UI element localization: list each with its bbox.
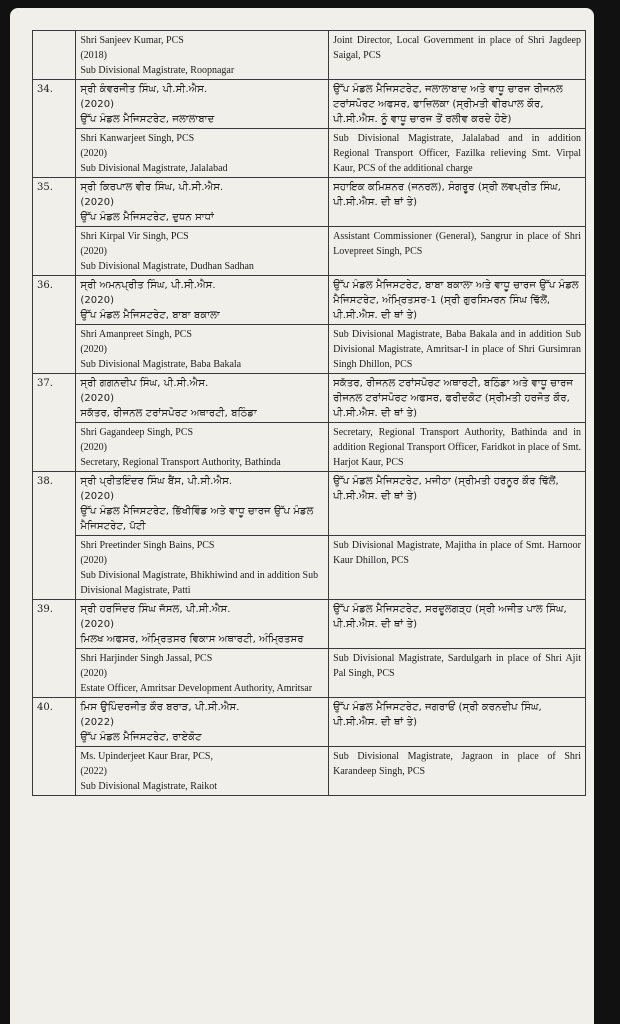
document-page [10,8,594,1024]
officer-line-punjabi: ਉੱਪ ਮੰਡਲ ਮੈਜਿਸਟਰੇਟ, ਦੁਧਨ ਸਾਧਾਂ [80,212,214,223]
entry-row-english [33,536,586,600]
officer-line-punjabi: ਉੱਪ ਮੰਡਲ ਮੈਜਿਸਟਰੇਟ, ਬਾਬਾ ਬਕਾਲਾ [80,310,220,321]
officer-details-punjabi [76,472,329,536]
table-body [33,31,586,796]
officer-line-punjabi: (2020) [80,491,115,502]
officer-line-punjabi: ਉੱਪ ਮੰਡਲ ਮੈਜਿਸਟਰੇਟ, ਭਿੱਖੀਵਿੰਡ ਅਤੇ ਵਾਧੂ ਚਾਰਜ ਉੱਪ ਮੰਡਲ ਮੈਜਿਸਟਰੇਟ, ਪੱਟੀ [80,506,314,532]
officer-line-punjabi: ਸ੍ਰੀ ਕਿਰਪਾਲ ਵੀਰ ਸਿੰਘ, ਪੀ.ਸੀ.ਐਸ. [80,182,224,193]
officer-details-english [76,536,329,600]
posting-punjabi: ਉੱਪ ਮੰਡਲ ਮੈਜਿਸਟਰੇਟ, ਜਲਾਲਾਬਾਦ ਅਤੇ ਵਾਧੂ ਚਾਰਜ ਰੀਜਨਲ ਟਰਾਂਸਪੋਰਟ ਅਫਸਰ, ਫਾਜ਼ਿਲਕਾ (ਸ੍ਰੀਮਤੀ ਵੀਰਪਾਲ ਕੌਰ, ਪੀ.ਸੀ.ਐਸ. ਨੂੰ ਵਾਧੂ ਚਾਰਜ ਤੋਂ ਰਲੀਵ ਕਰਦੇ ਹੋਏ) [329,80,586,129]
officer-details-punjabi [76,600,329,649]
officer-details-punjabi [76,698,329,747]
entry-row-punjabi [33,472,586,536]
officer-line-punjabi: ਸਕੱਤਰ, ਰੀਜਨਲ ਟਰਾਂਸਪੋਰਟ ਅਥਾਰਟੀ, ਬਠਿੰਡਾ [80,408,257,419]
officer-line-english: Sub Divisional Magistrate, Baba Bakala [80,359,242,370]
posting-punjabi: ਉੱਪ ਮੰਡਲ ਮੈਜਿਸਟਰੇਟ, ਬਾਬਾ ਬਕਾਲਾ ਅਤੇ ਵਾਧੂ ਚਾਰਜ ਉੱਪ ਮੰਡਲ ਮੈਜਿਸਟਰੇਟ, ਅੰਮ੍ਰਿਤਸਰ-1 (ਸ੍ਰੀ ਗੁਰਸਿਮਰਨ ਸਿੰਘ ਢਿੱਲੋਂ, ਪੀ.ਸੀ.ਐਸ. ਦੀ ਥਾਂ ਤੇ) [329,276,586,325]
officer-details-english [76,227,329,276]
transfer-orders-table [32,30,586,796]
posting-english: Sub Divisional Magistrate, Jalalabad and in addition Regional Transport Officer, Fazilka relieving Smt. Virpal Kaur, PCS of the additional charge [329,129,586,178]
officer-line-english: (2022) [80,766,107,777]
officer-line-english: Sub Divisional Magistrate, Raikot [80,781,217,792]
officer-line-punjabi: (2020) [80,619,115,630]
serial-number: 36. [33,276,76,374]
officer-details-english [76,747,329,796]
officer-line-english: Sub Divisional Magistrate, Bhikhiwind and in addition Sub Divisional Magistrate, Patti [80,570,319,596]
entry-row-english [33,227,586,276]
officer-line-punjabi: (2020) [80,393,115,404]
officer-line-english: Ms. Upinderjeet Kaur Brar, PCS, [80,751,213,762]
officer-details-punjabi [76,374,329,423]
officer-line-punjabi: (2020) [80,295,115,306]
officer-details-punjabi [76,80,329,129]
officer-line-english: Estate Officer, Amritsar Development Authority, Amritsar [80,683,313,694]
serial-number: 39. [33,600,76,698]
officer-line-english: Shri Harjinder Singh Jassal, PCS [80,653,213,664]
officer-line-english: Sub Divisional Magistrate, Dudhan Sadhan [80,261,254,272]
officer-details-english [76,423,329,472]
officer-line-english: Sub Divisional Magistrate, Jalalabad [80,163,228,174]
serial-number: 34. [33,80,76,178]
officer-line-english: (2020) [80,344,107,355]
entry-row-english [33,423,586,472]
serial-number: 40. [33,698,76,796]
posting-english: Sub Divisional Magistrate, Jagraon in place of Shri Karandeep Singh, PCS [329,747,586,796]
officer-line-punjabi: (2020) [80,197,115,208]
officer-line-punjabi: (2022) [80,717,115,728]
officer-line-english: Secretary, Regional Transport Authority, Bathinda [80,457,281,468]
serial-number [33,31,76,80]
serial-number: 35. [33,178,76,276]
officer-line-english: Shri Preetinder Singh Bains, PCS [80,540,215,551]
entry-row-english [33,325,586,374]
posting-english: Assistant Commissioner (General), Sangrur in place of Shri Lovepreet Singh, PCS [329,227,586,276]
officer-line-punjabi: (2020) [80,99,115,110]
officer-details-english [76,649,329,698]
posting-punjabi: ਉੱਪ ਮੰਡਲ ਮੈਜਿਸਟਰੇਟ, ਜਗਰਾਓਂ (ਸ੍ਰੀ ਕਰਨਦੀਪ ਸਿੰਘ, ਪੀ.ਸੀ.ਐਸ. ਦੀ ਥਾਂ ਤੇ) [329,698,586,747]
officer-line-english: (2020) [80,555,107,566]
officer-line-punjabi: ਉੱਪ ਮੰਡਲ ਮੈਜਿਸਟਰੇਟ, ਰਾਏਕੋਟ [80,732,202,743]
officer-line-english: (2020) [80,246,107,257]
officer-details-punjabi [76,178,329,227]
officer-details-english [76,129,329,178]
entry-row-punjabi [33,374,586,423]
officer-line-punjabi: ਮਿਲਖ ਅਫਸਰ, ਅੰਮ੍ਰਿਤਸਰ ਵਿਕਾਸ ਅਥਾਰਟੀ, ਅੰਮ੍ਰਿਤਸਰ [80,634,304,645]
officer-line-punjabi: ਸ੍ਰੀ ਕੰਵਰਜੀਤ ਸਿੰਘ, ਪੀ.ਸੀ.ਐਸ. [80,84,208,95]
entry-row-english [33,31,586,80]
entry-row-punjabi [33,600,586,649]
serial-number: 37. [33,374,76,472]
officer-details-english [76,325,329,374]
officer-line-english: (2020) [80,442,107,453]
officer-line-english: Shri Gagandeep Singh, PCS [80,427,194,438]
officer-line-punjabi: ਸ੍ਰੀ ਗਗਨਦੀਪ ਸਿੰਘ, ਪੀ.ਸੀ.ਐਸ. [80,378,209,389]
entry-row-english [33,129,586,178]
posting-punjabi: ਸਕੱਤਰ, ਰੀਜਨਲ ਟਰਾਂਸਪੋਰਟ ਅਥਾਰਟੀ, ਬਠਿੰਡਾ ਅਤੇ ਵਾਧੂ ਚਾਰਜ ਰੀਜਨਲ ਟਰਾਂਸਪੋਰਟ ਅਫਸਰ, ਫਰੀਦਕੋਟ (ਸ੍ਰੀਮਤੀ ਹਰਜੋਤ ਕੌਰ, ਪੀ.ਸੀ.ਐਸ. ਦੀ ਥਾਂ ਤੇ) [329,374,586,423]
officer-line-punjabi: ਉੱਪ ਮੰਡਲ ਮੈਜਿਸਟਰੇਟ, ਜਲਾਲਾਬਾਦ [80,114,215,125]
posting-english: Secretary, Regional Transport Authority, Bathinda and in addition Regional Transport Officer, Faridkot in place of Smt. Harjot Kaur, PCS [329,423,586,472]
officer-line-punjabi: ਸ੍ਰੀ ਅਮਨਪ੍ਰੀਤ ਸਿੰਘ, ਪੀ.ਸੀ.ਐਸ. [80,280,216,291]
posting-punjabi: ਸਹਾਇਕ ਕਮਿਸ਼ਨਰ (ਜਨਰਲ), ਸੰਗਰੂਰ (ਸ੍ਰੀ ਲਵਪ੍ਰੀਤ ਸਿੰਘ, ਪੀ.ਸੀ.ਐਸ. ਦੀ ਥਾਂ ਤੇ) [329,178,586,227]
officer-details-english [76,31,329,80]
officer-line-punjabi: ਮਿਸ ਉਪਿੰਦਰਜੀਤ ਕੌਰ ਬਰਾੜ, ਪੀ.ਸੀ.ਐਸ. [80,702,240,713]
posting-english: Joint Director, Local Government in place of Shri Jagdeep Saigal, PCS [329,31,586,80]
officer-line-english: Shri Sanjeev Kumar, PCS [80,35,184,46]
entry-row-punjabi [33,698,586,747]
officer-line-english: (2018) [80,50,107,61]
officer-line-english: Shri Kirpal Vir Singh, PCS [80,231,189,242]
serial-number: 38. [33,472,76,600]
officer-line-english: (2020) [80,668,107,679]
officer-line-english: (2020) [80,148,107,159]
posting-english: Sub Divisional Magistrate, Baba Bakala and in addition Sub Divisional Magistrate, Amritsar-I in place of Shri Gursimran Singh Dhillon, PCS [329,325,586,374]
officer-details-punjabi [76,276,329,325]
entry-row-punjabi [33,276,586,325]
officer-line-punjabi: ਸ੍ਰੀ ਪ੍ਰੀਤਇੰਦਰ ਸਿੰਘ ਬੈਂਸ, ਪੀ.ਸੀ.ਐਸ. [80,476,233,487]
officer-line-english: Shri Kanwarjeet Singh, PCS [80,133,195,144]
entry-row-punjabi [33,178,586,227]
posting-punjabi: ਉੱਪ ਮੰਡਲ ਮੈਜਿਸਟਰੇਟ, ਮਜੀਠਾ (ਸ੍ਰੀਮਤੀ ਹਰਨੂਰ ਕੌਰ ਢਿੱਲੋਂ, ਪੀ.ਸੀ.ਐਸ. ਦੀ ਥਾਂ ਤੇ) [329,472,586,536]
officer-line-punjabi: ਸ੍ਰੀ ਹਰਜਿੰਦਰ ਸਿੰਘ ਜੱਸਲ, ਪੀ.ਸੀ.ਐਸ. [80,604,231,615]
officer-line-english: Sub Divisional Magistrate, Roopnagar [80,65,235,76]
entry-row-punjabi [33,80,586,129]
officer-line-english: Shri Amanpreet Singh, PCS [80,329,192,340]
posting-english: Sub Divisional Magistrate, Sardulgarh in place of Shri Ajit Pal Singh, PCS [329,649,586,698]
entry-row-english [33,747,586,796]
entry-row-english [33,649,586,698]
posting-english: Sub Divisional Magistrate, Majitha in place of Smt. Harnoor Kaur Dhillon, PCS [329,536,586,600]
posting-punjabi: ਉੱਪ ਮੰਡਲ ਮੈਜਿਸਟਰੇਟ, ਸਰਦੂਲਗੜ੍ਹ (ਸ੍ਰੀ ਅਜੀਤ ਪਾਲ ਸਿੰਘ, ਪੀ.ਸੀ.ਐਸ. ਦੀ ਥਾਂ ਤੇ) [329,600,586,649]
